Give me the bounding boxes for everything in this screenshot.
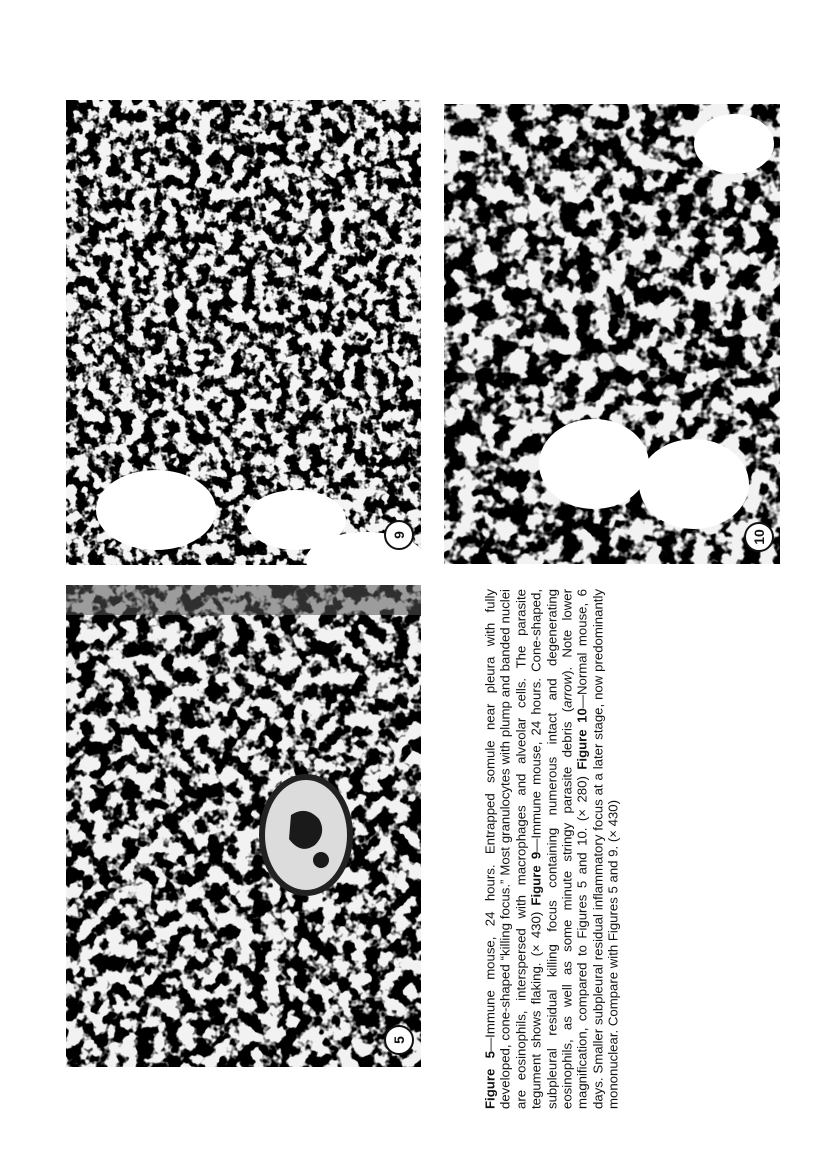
- caption-fig10-body: —Normal mouse, 6 days. Smaller subpleural residual inflammatory focus at a later stage, now predominantly mononuclear. Compare with Figures 5 and 9. (× 430): [575, 589, 621, 1109]
- caption-fig5-body: —Immune mouse, 24 hours. Entrapped somule near pleura with fully developed, cone-shaped “killing focus.” Most granulocytes with plump and banded nuclei are eosinophils, interspersed with macrophages and alveolar cells. The parasite tegument shows flaking. (× 430): [482, 589, 544, 1109]
- micrograph-10-svg: [444, 104, 780, 564]
- figure-label-10: 10: [744, 522, 774, 552]
- caption-fig10-head: Figure 10: [575, 708, 591, 770]
- figure-9-micrograph: [66, 100, 421, 565]
- caption-fig9-body-a: —Immune mouse, 24 hours. Cone-shaped, subpleural residual killing focus containing numerous intact and degenerating eosinophils, as well as some minute stringy parasite debris (: [528, 589, 575, 1109]
- caption-fig9-body-b: ). Note lower magnification, compared to Figures 5 and 10. (× 280): [559, 589, 591, 1109]
- figure-label-5: 5: [384, 1025, 414, 1055]
- caption-fig5-head: Figure 5: [482, 1051, 498, 1109]
- micrograph-9-svg: [66, 100, 421, 565]
- figure-label-9: 9: [384, 520, 414, 550]
- figure-caption: [483, 589, 622, 1109]
- caption-fig9-head: Figure 9: [528, 851, 544, 906]
- figure-5-micrograph: [66, 585, 421, 1067]
- micrograph-5-svg: [66, 585, 421, 1067]
- figure-10-micrograph: [444, 104, 780, 564]
- caption-arrow-term: arrow: [559, 674, 575, 708]
